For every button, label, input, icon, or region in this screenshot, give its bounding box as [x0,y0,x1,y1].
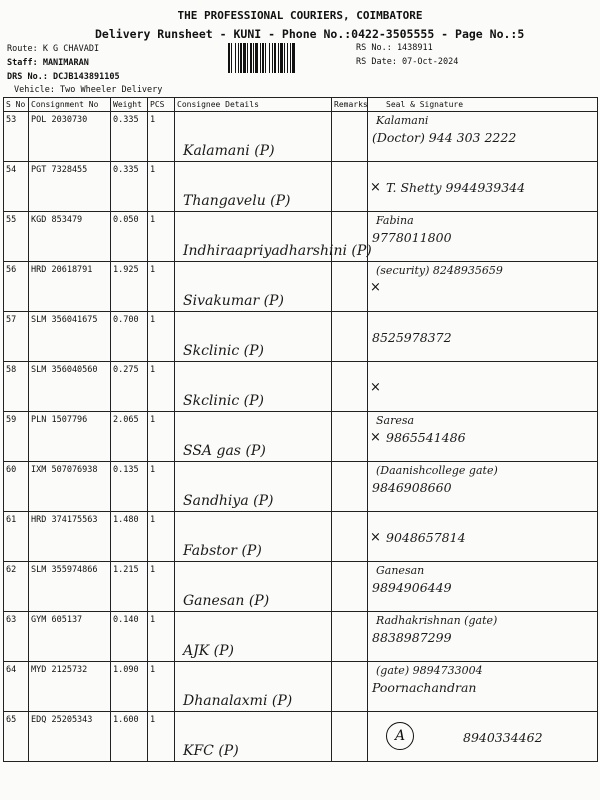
consignee-cell [175,612,332,662]
weight-value: 0.050 [111,212,148,262]
signature-cell [368,462,598,512]
remarks-cell [332,562,368,612]
consignee-cell [175,562,332,612]
weight-value: 1.925 [111,262,148,312]
serial-number: 62 [4,562,29,612]
remarks-cell [332,312,368,362]
consignee-cell [175,312,332,362]
serial-number: 58 [4,362,29,412]
rs-number: RS No.: 1438911 [356,43,433,53]
weight-value: 0.140 [111,612,148,662]
pcs-value: 1 [148,562,175,612]
consignee-cell [175,112,332,162]
signature-cell [368,512,598,562]
signature-cell [368,362,598,412]
serial-number: 54 [4,162,29,212]
signature-cell [368,212,598,262]
serial-number: 57 [4,312,29,362]
remarks-cell [332,712,368,762]
signature-line-2: T. Shetty 9944939344 [386,180,526,195]
remarks-cell [332,112,368,162]
consignment-number: EDQ 25205343 [29,712,111,762]
consignment-number: HRD 374175563 [29,512,111,562]
vehicle-label: Vehicle: Two Wheeler Delivery [14,85,163,95]
consignee-handwritten: Thangavelu (P) [183,193,291,209]
signature-line-2: 9865541486 [386,430,466,445]
signature-line-1: Ganesan [376,564,425,577]
consignee-handwritten: Kalamani (P) [183,143,275,159]
signature-line-2: 9846908660 [372,480,452,495]
remarks-cell [332,512,368,562]
consignee-handwritten: Fabstor (P) [183,543,262,559]
column-header: Remarks [332,98,368,112]
serial-number: 63 [4,612,29,662]
signature-line-1: (security) 8248935659 [376,264,503,277]
pcs-value: 1 [148,112,175,162]
signature-cell [368,262,598,312]
weight-value: 1.480 [111,512,148,562]
barcode [228,43,348,73]
signature-cell [368,562,598,612]
signature-mark: × [370,180,381,195]
consignee-cell [175,662,332,712]
table-row [4,612,598,662]
consignment-number: MYD 2125732 [29,662,111,712]
consignee-cell [175,462,332,512]
remarks-cell [332,612,368,662]
column-header: Weight [111,98,148,112]
signature-mark: × [370,430,381,445]
weight-value: 0.335 [111,162,148,212]
serial-number: 65 [4,712,29,762]
serial-number: 64 [4,662,29,712]
consignee-handwritten: Skclinic (P) [183,343,264,359]
pcs-value: 1 [148,512,175,562]
remarks-cell [332,262,368,312]
consignment-number: KGD 853479 [29,212,111,262]
remarks-cell [332,662,368,712]
pcs-value: 1 [148,362,175,412]
consignee-cell [175,412,332,462]
signature-line-2: 9894906449 [372,580,452,595]
consignee-handwritten: Skclinic (P) [183,393,264,409]
signature-cell [368,162,598,212]
serial-number: 55 [4,212,29,262]
signature-mark: × [370,280,381,295]
consignment-number: GYM 605137 [29,612,111,662]
weight-value: 0.335 [111,112,148,162]
table-row [4,712,598,762]
consignment-number: PLN 1507796 [29,412,111,462]
signature-line-2: 8940334462 [463,730,543,745]
consignee-cell [175,712,332,762]
table-row [4,262,598,312]
consignee-cell [175,212,372,262]
pcs-value: 1 [148,412,175,462]
table-row [4,412,598,462]
consignee-cell [175,362,332,412]
table-row [4,462,598,512]
consignee-handwritten: AJK (P) [183,643,234,659]
table-row [4,512,598,562]
signature-cell [368,712,598,762]
consignee-handwritten: Ganesan (P) [183,593,270,609]
consignee-handwritten: KFC (P) [183,743,239,759]
pcs-value: 1 [148,262,175,312]
pcs-value: 1 [148,612,175,662]
consignee-handwritten: Sivakumar (P) [183,293,284,309]
table-row [4,362,598,412]
pcs-value: 1 [148,312,175,362]
consignment-number: POL 2030730 [29,112,111,162]
delivery-table [3,97,598,762]
pcs-value: 1 [148,712,175,762]
weight-value: 2.065 [111,412,148,462]
remarks-cell [332,412,368,462]
weight-value: 1.215 [111,562,148,612]
consignee-handwritten: Indhiraapriyadharshini (P) [183,243,372,259]
column-header: PCS [148,98,175,112]
signature-line-2: (Doctor) 944 303 2222 [372,130,517,145]
signature-mark: × [370,530,381,545]
consignee-handwritten: Sandhiya (P) [183,493,274,509]
signature-line-2: 8525978372 [372,330,452,345]
serial-number: 53 [4,112,29,162]
rs-date: RS Date: 07-Oct-2024 [356,57,459,67]
weight-value: 1.090 [111,662,148,712]
table-row [4,162,598,212]
signature-line-1: (gate) 9894733004 [376,664,483,677]
consignee-cell [175,262,332,312]
signature-mark: A [386,722,414,750]
signature-line-2: 8838987299 [372,630,452,645]
signature-line-1: Radhakrishnan (gate) [376,614,498,627]
weight-value: 0.135 [111,462,148,512]
consignment-number: PGT 7328455 [29,162,111,212]
signature-line-1: Fabina [376,214,414,227]
signature-mark: × [370,380,381,395]
column-header: Consignment No [29,98,111,112]
signature-cell [368,112,598,162]
column-header: Seal & Signature [368,98,598,112]
signature-cell [368,312,598,362]
signature-cell [368,412,598,462]
remarks-cell [332,462,368,512]
consignee-cell [175,512,332,562]
signature-line-1: (Daanishcollege gate) [376,464,498,477]
signature-line-2: 9778011800 [372,230,452,245]
weight-value: 1.600 [111,712,148,762]
column-header: Consignee Details [175,98,332,112]
remarks-cell [332,362,368,412]
table-row [4,312,598,362]
column-header: S No [4,98,29,112]
table-row [4,562,598,612]
pcs-value: 1 [148,212,175,262]
consignee-cell [175,162,332,212]
consignee-handwritten: SSA gas (P) [183,443,266,459]
staff-label: Staff: MANIMARAN [7,58,89,68]
signature-line-2: 9048657814 [386,530,466,545]
drs-number: DRS No.: DCJB143891105 [7,72,120,82]
route-label: Route: K G CHAVADI [7,44,100,54]
consignment-number: SLM 356040560 [29,362,111,412]
pcs-value: 1 [148,462,175,512]
signature-line-1: Saresa [376,414,415,427]
pcs-value: 1 [148,162,175,212]
table-row [4,662,598,712]
serial-number: 61 [4,512,29,562]
runsheet-title: Delivery Runsheet - KUNI - Phone No.:0422-3505555 - Page No.:5 [95,27,525,41]
pcs-value: 1 [148,662,175,712]
consignee-handwritten: Dhanalaxmi (P) [183,693,293,709]
weight-value: 0.275 [111,362,148,412]
consignment-number: SLM 355974866 [29,562,111,612]
table-header-row [4,98,598,112]
weight-value: 0.700 [111,312,148,362]
remarks-cell [332,162,368,212]
table-row [4,112,598,162]
signature-cell [368,612,598,662]
serial-number: 60 [4,462,29,512]
company-name: THE PROFESSIONAL COURIERS, COIMBATORE [177,9,423,22]
serial-number: 56 [4,262,29,312]
consignment-number: IXM 507076938 [29,462,111,512]
consignment-number: HRD 20618791 [29,262,111,312]
table-row [4,212,598,262]
serial-number: 59 [4,412,29,462]
consignment-number: SLM 356041675 [29,312,111,362]
signature-line-1: Kalamani [376,114,429,127]
signature-cell [368,662,598,712]
signature-line-2: Poornachandran [372,680,477,695]
